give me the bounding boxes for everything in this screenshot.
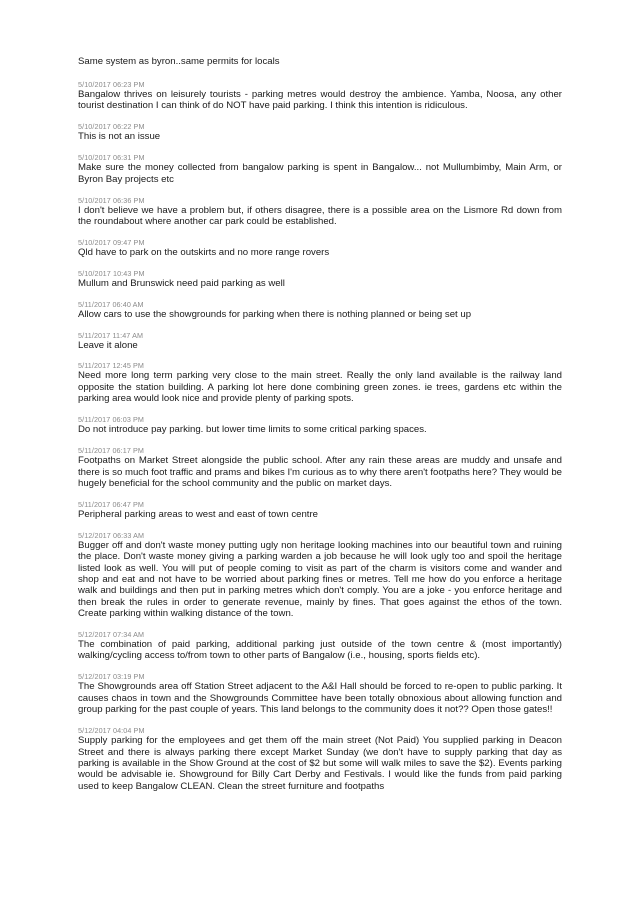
- comment-timestamp: 5/11/2017 06:47 PM: [78, 499, 145, 509]
- comment-timestamp: 5/10/2017 09:47 PM: [78, 237, 145, 247]
- comment-text: Qld have to park on the outskirts and no more range rovers: [78, 246, 330, 258]
- comment-entry: [78, 630, 562, 662]
- comment-entry: [78, 269, 562, 289]
- comment-timestamp: 5/10/2017 06:23 PM: [78, 80, 145, 89]
- comment-text: Do not introduce pay parking. but lower time limits to some critical parking spaces.: [78, 424, 427, 436]
- comment-entry: [78, 153, 562, 185]
- comment-text: This is not an issue: [78, 131, 161, 143]
- comment-timestamp: 5/12/2017 03:19 PM: [78, 672, 145, 682]
- comment-entry: [78, 446, 562, 489]
- comment-timestamp: 5/12/2017 07:34 AM: [78, 630, 145, 640]
- comment-entry: [78, 331, 562, 351]
- comment-text: Need more long term parking very close to the main street. Really the only land available is the railway land opposite the station building. A parking lot here done combining green zones. ie trees, gardens etc within the parking area would look nice and provide plenty of parking spots.: [78, 370, 562, 405]
- comment-timestamp: 5/10/2017 06:31 PM: [78, 153, 145, 163]
- comment-entry: [78, 300, 562, 320]
- comment-entry: [78, 122, 562, 142]
- comment-timestamp: 5/11/2017 06:40 AM: [78, 299, 144, 309]
- comment-text: Allow cars to use the showgrounds for parking when there is nothing planned or being set up: [78, 308, 472, 320]
- comment-text: Footpaths on Market Street alongside the public school. After any rain these areas are muddy and unsafe and there is so much foot traffic and prams and bikes I'm curious as to why there aren't footpaths here? They would be hugely beneficial for the school community and the public on market days.: [78, 455, 562, 489]
- lead-comment: Same system as byron..same permits for locals: [78, 56, 280, 67]
- comment-text: The combination of paid parking, additional parking just outside of the town centre & (most importantly) walking/cycling access to/from town to other parts of Bangalow (i.e., housing, sports fields etc).: [78, 639, 562, 662]
- comment-timestamp: 5/10/2017 10:43 PM: [78, 268, 145, 278]
- comment-timestamp: 5/11/2017 06:17 PM: [78, 446, 145, 456]
- comment-list: [78, 80, 562, 792]
- comment-timestamp: 5/11/2017 11:47 AM: [78, 330, 144, 340]
- comment-text: I don't believe we have a problem but, if others disagree, there is a possible area on the Lismore Rd down from the roundabout where another car park could be established.: [78, 204, 562, 227]
- comment-text: Make sure the money collected from bangalow parking is spent in Bangalow... not Mullumbimby, Main Arm, or Byron Bay projects etc: [78, 162, 562, 185]
- comment-timestamp: 5/11/2017 06:03 PM: [78, 415, 145, 425]
- comment-entry: [78, 80, 562, 112]
- comment-timestamp: 5/12/2017 06:33 AM: [78, 530, 145, 540]
- comment-entry: [78, 361, 562, 404]
- comment-timestamp: 5/10/2017 06:22 PM: [78, 122, 145, 132]
- comment-text: Supply parking for the employees and get them off the main street (Not Paid) You supplied parking in Deacon Street and there is always parking there except Market Sunday (we don't have to supply parking that day as parking is available in the Show Ground at the cost of $2 but some will walk miles to save the $2). Events parking would be advisable ie. Showground for Billy Cart Derby and Festivals. I would like the funds from paid parking used to keep Bangalow CLEAN. Clean the street furniture and footpaths: [78, 735, 562, 792]
- comment-entry: [78, 196, 562, 228]
- comment-entry: [78, 415, 562, 435]
- comment-entry: [78, 672, 562, 715]
- comment-text: Bugger off and don't waste money putting ugly non heritage looking machines into our beautiful town and ruining the place. Don't waste money giving a parking warden a job because he will look ugly too and spoil the heritage listed look as well. You will put of people coming to visit as part of the charm is visitors come and wander and shop and eat and not have to be worried about parking fines or metres. Tell me how do you enforce a heritage walk and buildings and then put in parking metres which don't comply. You are a joke - you enforce heritage and then break the rules in order to generate revenue, mainly by fines. That goes against the ethos of the town. Create parking within walking distance of the town.: [78, 539, 562, 620]
- comment-text: The Showgrounds area off Station Street adjacent to the A&I Hall should be forced to re-open to public parking. It causes chaos in town and the Showgrounds Committee have been totally obnoxious about allowing function and group parking for the past couple of years. This land belongs to the community does it not?? Open those gates!!: [78, 681, 562, 716]
- comment-text: Leave it alone: [78, 339, 138, 351]
- comment-entry: [78, 726, 562, 792]
- comment-timestamp: 5/10/2017 06:36 PM: [78, 195, 145, 205]
- comment-text: Mullum and Brunswick need paid parking as well: [78, 277, 285, 289]
- comment-text: Peripheral parking areas to west and east of town centre: [78, 508, 318, 520]
- comment-timestamp: 5/11/2017 12:45 PM: [78, 361, 145, 371]
- comment-timestamp: 5/12/2017 04:04 PM: [78, 726, 145, 736]
- comment-entry: [78, 238, 562, 258]
- comment-text: Bangalow thrives on leisurely tourists - parking metres would destroy the ambience. Yamba, Noosa, any other tourist destination I can think of do NOT have paid parking. I think this intention is ridiculous.: [78, 89, 562, 112]
- survey-comments-page: [78, 56, 562, 803]
- comment-entry: [78, 531, 562, 620]
- comment-entry: [78, 500, 562, 520]
